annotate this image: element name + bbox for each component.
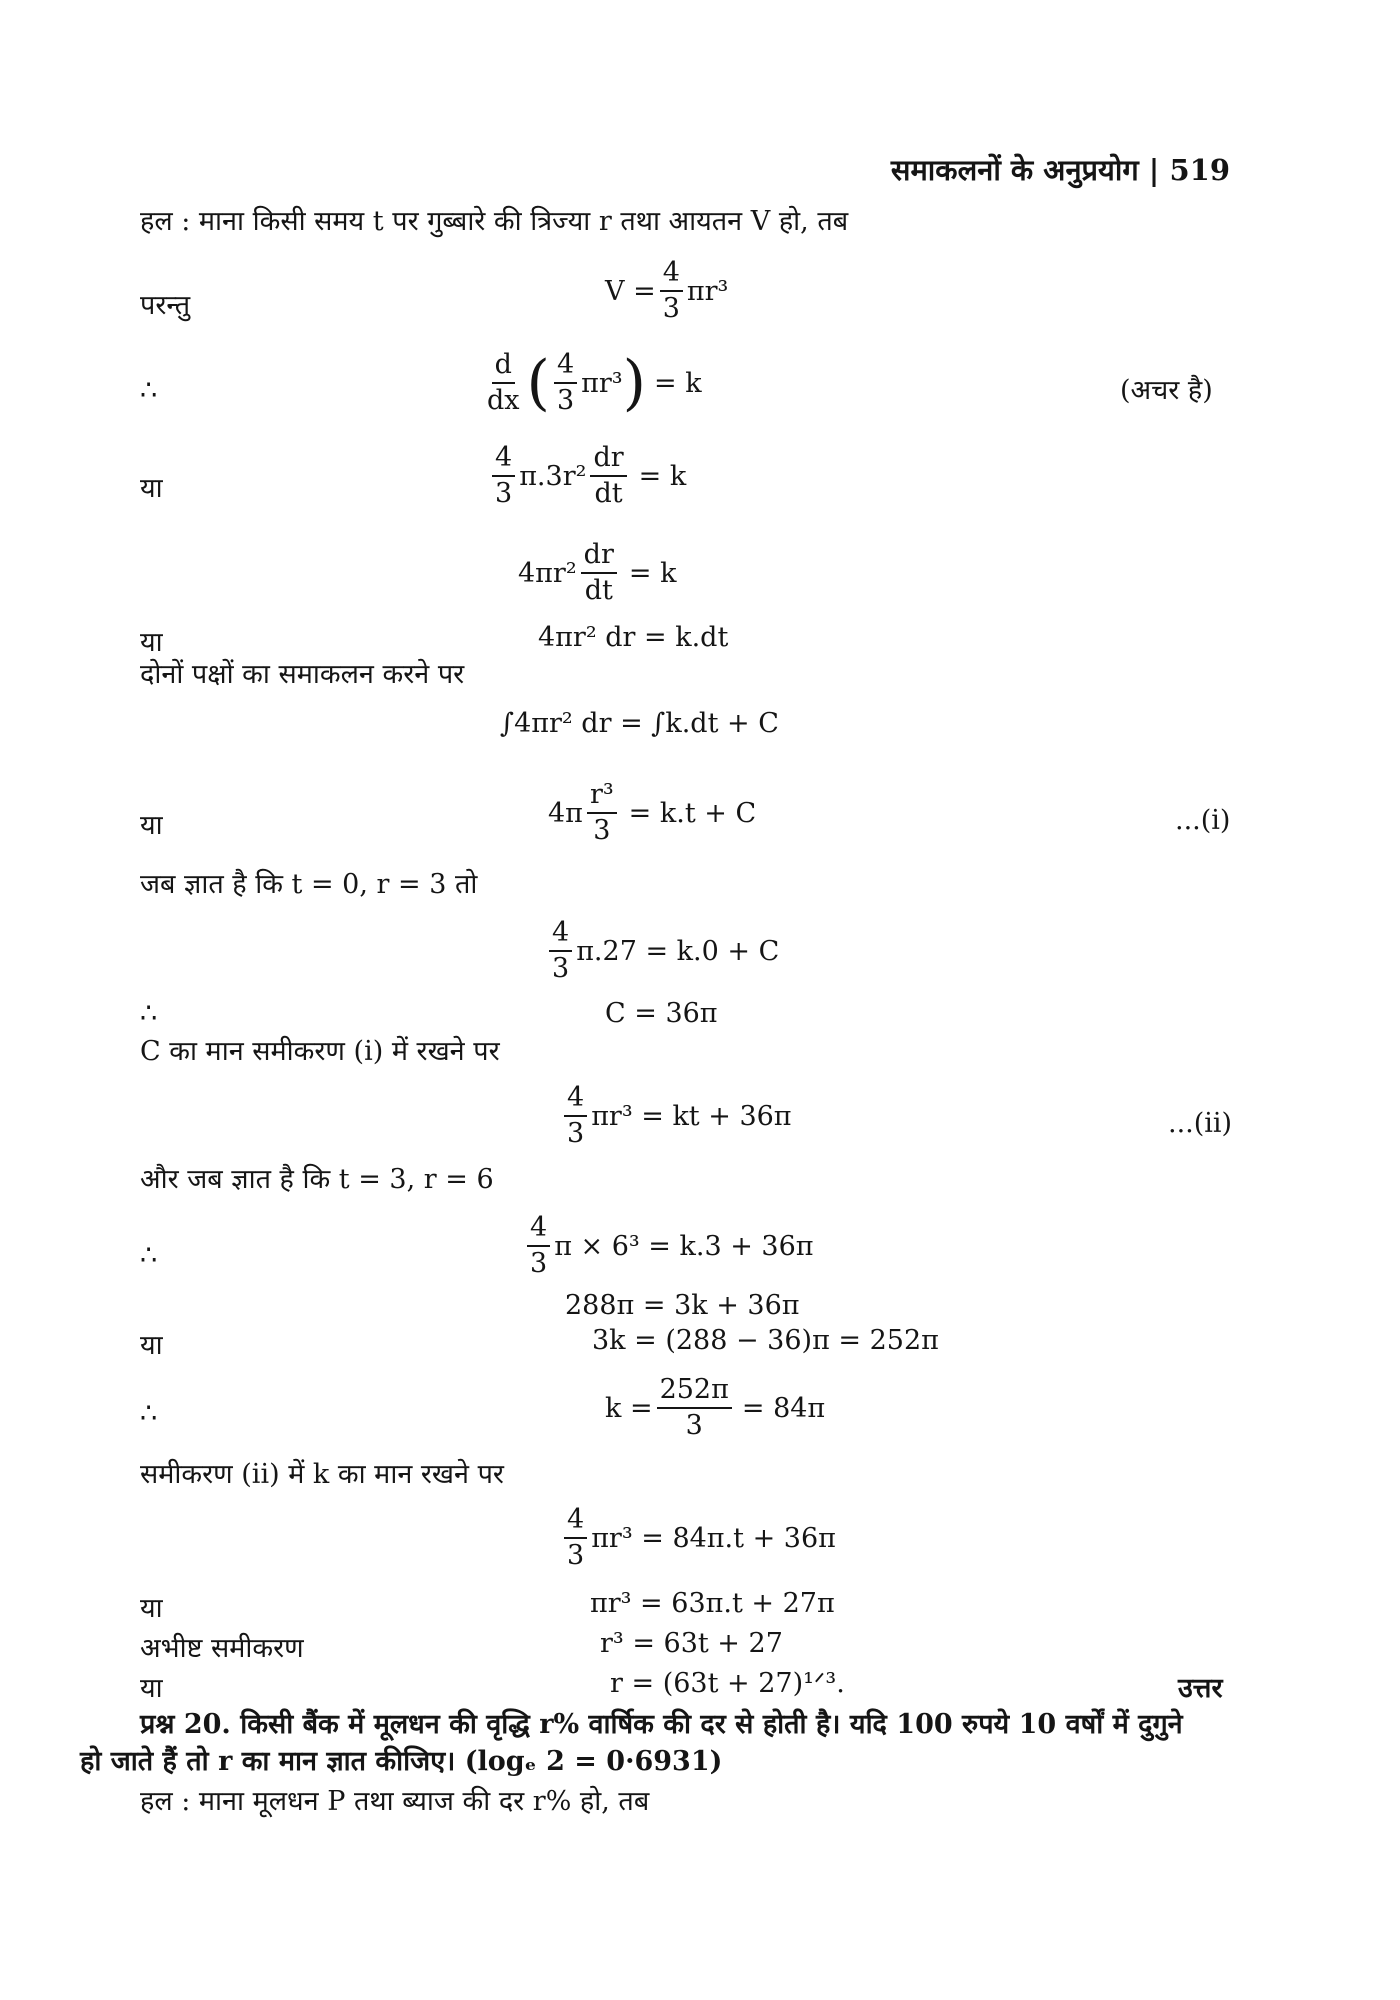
equation-288pi: 288π = 3k + 36π bbox=[565, 1290, 800, 1321]
denominator: 3 bbox=[530, 1248, 548, 1279]
label-therefore: ∴ bbox=[140, 375, 158, 406]
numerator: 4 bbox=[527, 1213, 550, 1247]
equation-integral bbox=[500, 708, 779, 739]
fraction bbox=[587, 780, 617, 846]
fraction bbox=[590, 443, 626, 509]
label-ya: या bbox=[140, 1593, 163, 1624]
denominator: 3 bbox=[662, 293, 680, 324]
denominator: dt bbox=[584, 575, 613, 606]
eq-text: 4π bbox=[548, 797, 583, 829]
equation-k-value bbox=[605, 1375, 825, 1441]
fraction bbox=[549, 918, 572, 984]
constant-note: (अचर है) bbox=[1120, 375, 1213, 406]
equation-separated: 4πr² dr = k.dt bbox=[538, 622, 729, 653]
equation-tag-i: ...(i) bbox=[1175, 805, 1231, 836]
label-ya: या bbox=[140, 810, 163, 841]
equation-rate bbox=[518, 540, 676, 606]
denominator: 3 bbox=[567, 1118, 585, 1149]
eq-text: π.27 = k.0 + C bbox=[576, 935, 780, 967]
equation-pi-r-cubed: πr³ = 63π.t + 27π bbox=[590, 1588, 835, 1619]
integrate-both-sides: दोनों पक्षों का समाकलन करने पर bbox=[140, 659, 465, 690]
denominator: 3 bbox=[495, 478, 513, 509]
label-therefore: ∴ bbox=[140, 1398, 158, 1429]
denominator: dt bbox=[594, 478, 623, 509]
eq-text: π × 6³ = k.3 + 36π bbox=[554, 1230, 814, 1262]
eq-text: π.3r² bbox=[519, 460, 587, 492]
right-paren: ) bbox=[622, 348, 647, 418]
equation-answer: r = (63t + 27)¹ᐟ³. bbox=[610, 1668, 845, 1699]
fraction bbox=[564, 1505, 587, 1571]
eq-text: πr³ = 84π.t + 36π bbox=[591, 1522, 836, 1554]
denominator: 3 bbox=[552, 953, 570, 984]
question-20-solution: हल : माना मूलधन P तथा ब्याज की दर r% हो, तब bbox=[140, 1786, 650, 1817]
numerator: dr bbox=[581, 540, 617, 574]
denominator: dx bbox=[487, 385, 520, 416]
denominator: 3 bbox=[556, 385, 575, 416]
eq-text: k = bbox=[605, 1392, 653, 1424]
eq-text: πr³ = kt + 36π bbox=[591, 1100, 792, 1132]
eq-text: = k bbox=[628, 557, 677, 589]
given-condition-1: जब ज्ञात है कि t = 0, r = 3 तो bbox=[140, 869, 478, 900]
equation-substituted bbox=[523, 1213, 814, 1279]
left-paren: ( bbox=[526, 348, 550, 418]
numerator: 252π bbox=[657, 1375, 732, 1409]
equation-r-cubed: r³ = 63t + 27 bbox=[600, 1628, 783, 1659]
equation-ii bbox=[560, 1083, 792, 1149]
eq-text: πr³ bbox=[581, 367, 623, 399]
eq-text: = k bbox=[654, 367, 702, 399]
c-value-substitution: C का मान समीकरण (i) में रखने पर bbox=[140, 1036, 500, 1067]
equation-chain-rule bbox=[488, 443, 686, 509]
numerator: d bbox=[492, 350, 515, 384]
equation-c-value: C = 36π bbox=[605, 998, 718, 1029]
denominator: 3 bbox=[685, 1410, 703, 1441]
denominator: 3 bbox=[567, 1540, 585, 1571]
fraction bbox=[492, 443, 515, 509]
given-condition-2: और जब ज्ञात है कि t = 3, r = 6 bbox=[140, 1164, 494, 1195]
k-value-substitution: समीकरण (ii) में k का मान रखने पर bbox=[140, 1459, 504, 1490]
eq-text: 4πr² bbox=[518, 557, 577, 589]
page-header: समाकलनों के अनुप्रयोग | 519 bbox=[890, 153, 1230, 187]
eq-text: πr³ bbox=[686, 275, 729, 307]
fraction bbox=[581, 540, 617, 606]
question-20-line-2: हो जाते हैं तो r का मान ज्ञात कीजिए। (logₑ 2 = 0·6931) bbox=[80, 1746, 723, 1777]
fraction bbox=[657, 1375, 732, 1441]
equation-constant bbox=[545, 918, 779, 984]
numerator: 4 bbox=[564, 1083, 587, 1117]
numerator: dr bbox=[590, 443, 626, 477]
label-ya: या bbox=[140, 627, 163, 658]
fraction bbox=[660, 258, 683, 324]
equation-tag-ii: ...(ii) bbox=[1168, 1108, 1233, 1139]
eq-text: V = bbox=[605, 275, 656, 307]
denominator: 3 bbox=[593, 815, 611, 846]
fraction bbox=[554, 350, 577, 416]
numerator: 4 bbox=[554, 350, 577, 384]
numerator: 4 bbox=[549, 918, 572, 952]
label-ya: या bbox=[140, 473, 163, 504]
numerator: 4 bbox=[564, 1505, 587, 1539]
label-ya: या bbox=[140, 1673, 163, 1704]
label-parantu: परन्तु bbox=[140, 290, 191, 321]
equation-i bbox=[548, 780, 756, 846]
question-20-line-1: प्रश्न 20. किसी बैंक में मूलधन की वृद्धि r% वार्षिक की दर से होती है। यदि 100 रुपये 10 वर्षों में दुगुने bbox=[140, 1709, 1183, 1740]
eq-text: = k bbox=[638, 460, 687, 492]
eq-text: = k.t + C bbox=[628, 797, 757, 829]
equation-derivative bbox=[480, 350, 702, 416]
numerator: r³ bbox=[587, 780, 617, 814]
eq-text: = 84π bbox=[741, 1392, 826, 1424]
label-therefore: ∴ bbox=[140, 1240, 158, 1271]
fraction bbox=[564, 1083, 587, 1149]
equation-3k: 3k = (288 − 36)π = 252π bbox=[592, 1325, 939, 1356]
label-ya: या bbox=[140, 1330, 163, 1361]
fraction bbox=[484, 350, 523, 416]
answer-label: उत्तर bbox=[1178, 1673, 1223, 1704]
numerator: 4 bbox=[660, 258, 683, 292]
eq-text: ∫4πr² dr = ∫k.dt + C bbox=[500, 708, 779, 739]
equation-volume bbox=[605, 258, 728, 324]
label-required-equation: अभीष्ट समीकरण bbox=[140, 1633, 304, 1664]
label-therefore: ∴ bbox=[140, 998, 158, 1029]
equation-final-form bbox=[560, 1505, 836, 1571]
numerator: 4 bbox=[492, 443, 515, 477]
fraction bbox=[527, 1213, 550, 1279]
solution-intro: हल : माना किसी समय t पर गुब्बारे की त्रिज्या r तथा आयतन V हो, तब bbox=[140, 206, 849, 237]
